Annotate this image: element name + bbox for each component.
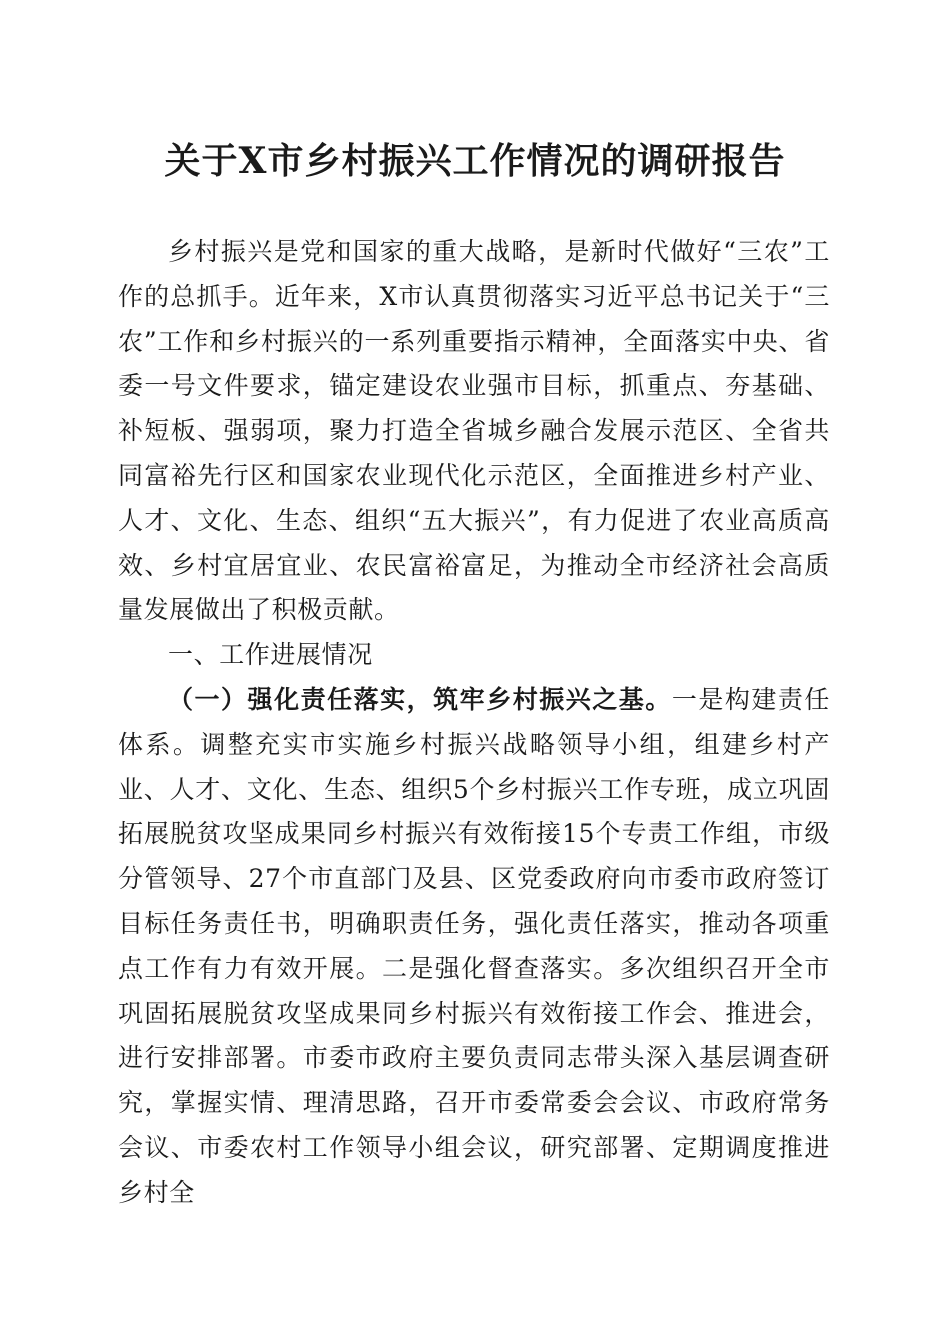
document-title: 关于X市乡村振兴工作情况的调研报告 bbox=[164, 140, 786, 182]
subsection-paragraph-responsibility bbox=[118, 678, 830, 1216]
subsection-body: 一是构建责任体系。调整充实市实施乡村振兴战略领导小组，组建乡村产业、人才、文化、生态、组织5个乡村振兴工作专班，成立巩固拓展脱贫攻坚成果同乡村振兴有效衔接15个专责工作组，市级分管领导、27个市直部门及县、区党委政府向市委市政府签订目标任务责任书，明确职责任务，强化责任落实，推动各项重点工作有力有效开展。二是强化督查落实。多次组织召开全市巩固拓展脱贫攻坚成果同乡村振兴有效衔接工作会、推进会，进行安排部署。市委市政府主要负责同志带头深入基层调查研究，掌握实情、理清思路，召开市委常委会会议、市政府常务会议、市委农村工作领导小组会议，研究部署、定期调度推进乡村全 bbox=[118, 684, 830, 1207]
intro-paragraph: 乡村振兴是党和国家的重大战略，是新时代做好“三农”工作的总抓手。近年来，X市认真贯彻落实习近平总书记关于“三农”工作和乡村振兴的一系列重要指示精神，全面落实中央、省委一号文件要求，锚定建设农业强市目标，抓重点、夯基础、补短板、强弱项，聚力打造全省城乡融合发展示范区、全省共同富裕先行区和国家农业现代化示范区，全面推进乡村产业、人才、文化、生态、组织“五大振兴”，有力促进了农业高质高效、乡村宜居宜业、农民富裕富足，为推动全市经济社会高质量发展做出了积极贡献。 bbox=[118, 237, 830, 625]
subsection-lead: （一）强化责任落实，筑牢乡村振兴之基。 bbox=[168, 684, 672, 714]
section-heading-work-progress: 一、工作进展情况 bbox=[168, 640, 373, 670]
document-body bbox=[118, 230, 830, 1216]
